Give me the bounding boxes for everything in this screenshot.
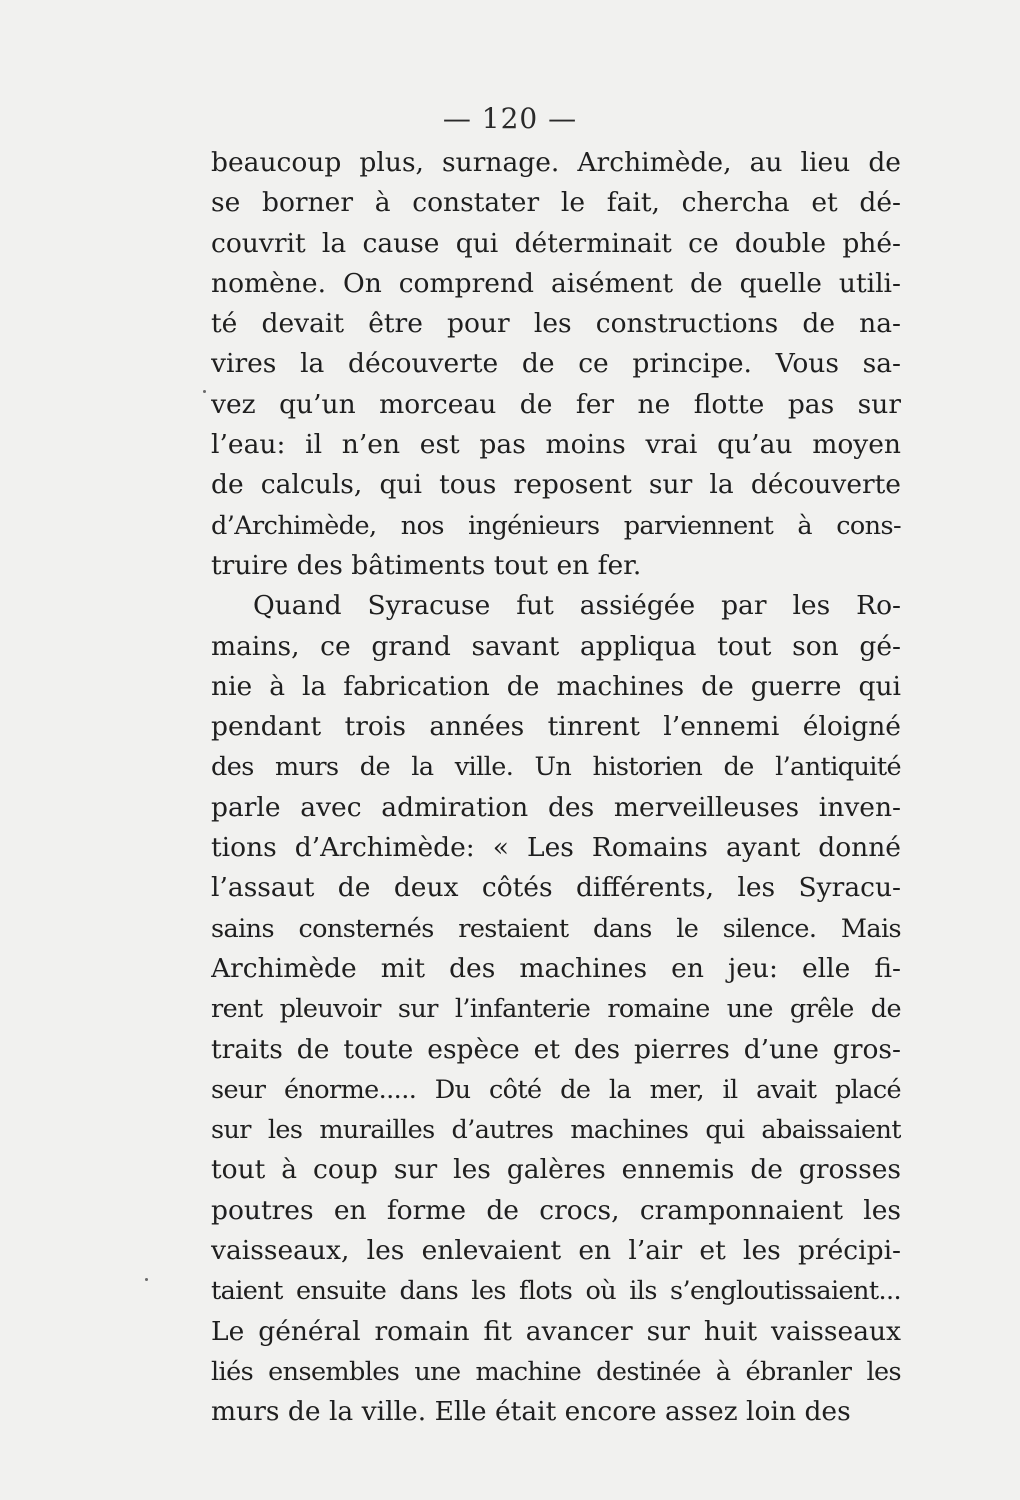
text-line: murs de la ville. Elle était encore assez loin des [211, 1396, 851, 1428]
paragraph-start-line: Quand Syracuse fut assiégée par les Ro- [253, 590, 901, 622]
text-line: couvrit la cause qui déterminait ce double phé- [211, 227, 901, 259]
text-line: liés ensembles une machine destinée à ébranler les [211, 1356, 901, 1387]
body-text [211, 143, 901, 1433]
text-line: poutres en forme de crocs, cramponnaient les [211, 1194, 901, 1226]
text-line: tions d’Archimède: « Les Romains ayant donné [211, 832, 901, 864]
text-line: vaisseaux, les enlevaient en l’air et les précipi- [211, 1235, 901, 1267]
paper-speck [145, 1278, 148, 1281]
text-line: té devait être pour les constructions de na- [211, 308, 901, 340]
text-line: se borner à constater le fait, chercha et dé- [211, 187, 901, 219]
text-line: de calculs, qui tous reposent sur la découverte [211, 469, 901, 501]
text-line: tout à coup sur les galères ennemis de grosses [211, 1154, 901, 1186]
text-line: des murs de la ville. Un historien de l’antiquité [211, 752, 901, 783]
text-line: parle avec admiration des merveilleuses inven- [211, 791, 901, 823]
text-line: pendant trois années tinrent l’ennemi éloigné [211, 711, 901, 743]
text-line: traits de toute espèce et des pierres d’une gros- [211, 1033, 901, 1065]
page-number: — 120 — [442, 102, 578, 135]
text-line: sur les murailles d’autres machines qui abaissaient [211, 1115, 901, 1146]
paper-speck [203, 390, 206, 393]
text-line: l’assaut de deux côtés différents, les Syracu- [211, 872, 901, 904]
text-line: mains, ce grand savant appliqua tout son gé- [211, 630, 901, 662]
text-line: d’Archimède, nos ingénieurs parviennent à cons- [211, 510, 901, 541]
text-line: sains consternés restaient dans le silence. Mais [211, 913, 901, 944]
text-line: beaucoup plus, surnage. Archimède, au lieu de [211, 147, 901, 178]
text-line: vires la découverte de ce principe. Vous sa- [211, 348, 901, 380]
text-line: vez qu’un morceau de fer ne flotte pas sur [211, 388, 901, 420]
text-line: seur énorme..... Du côté de la mer, il avait placé [211, 1074, 901, 1105]
text-line: nomène. On comprend aisément de quelle utili- [211, 267, 901, 299]
text-line: Archimède mit des machines en jeu: elle fi- [211, 952, 901, 984]
text-line: l’eau: il n’en est pas moins vrai qu’au moyen [211, 429, 901, 461]
text-line: taient ensuite dans les flots où ils s’engloutissaient... [211, 1276, 901, 1307]
text-line: rent pleuvoir sur l’infanterie romaine une grêle de [211, 994, 901, 1025]
text-line: nie à la fabrication de machines de guerre qui [211, 670, 901, 702]
text-line: truire des bâtiments tout en fer. [211, 549, 642, 581]
text-line: Le général romain fit avancer sur huit vaisseaux [211, 1315, 901, 1347]
